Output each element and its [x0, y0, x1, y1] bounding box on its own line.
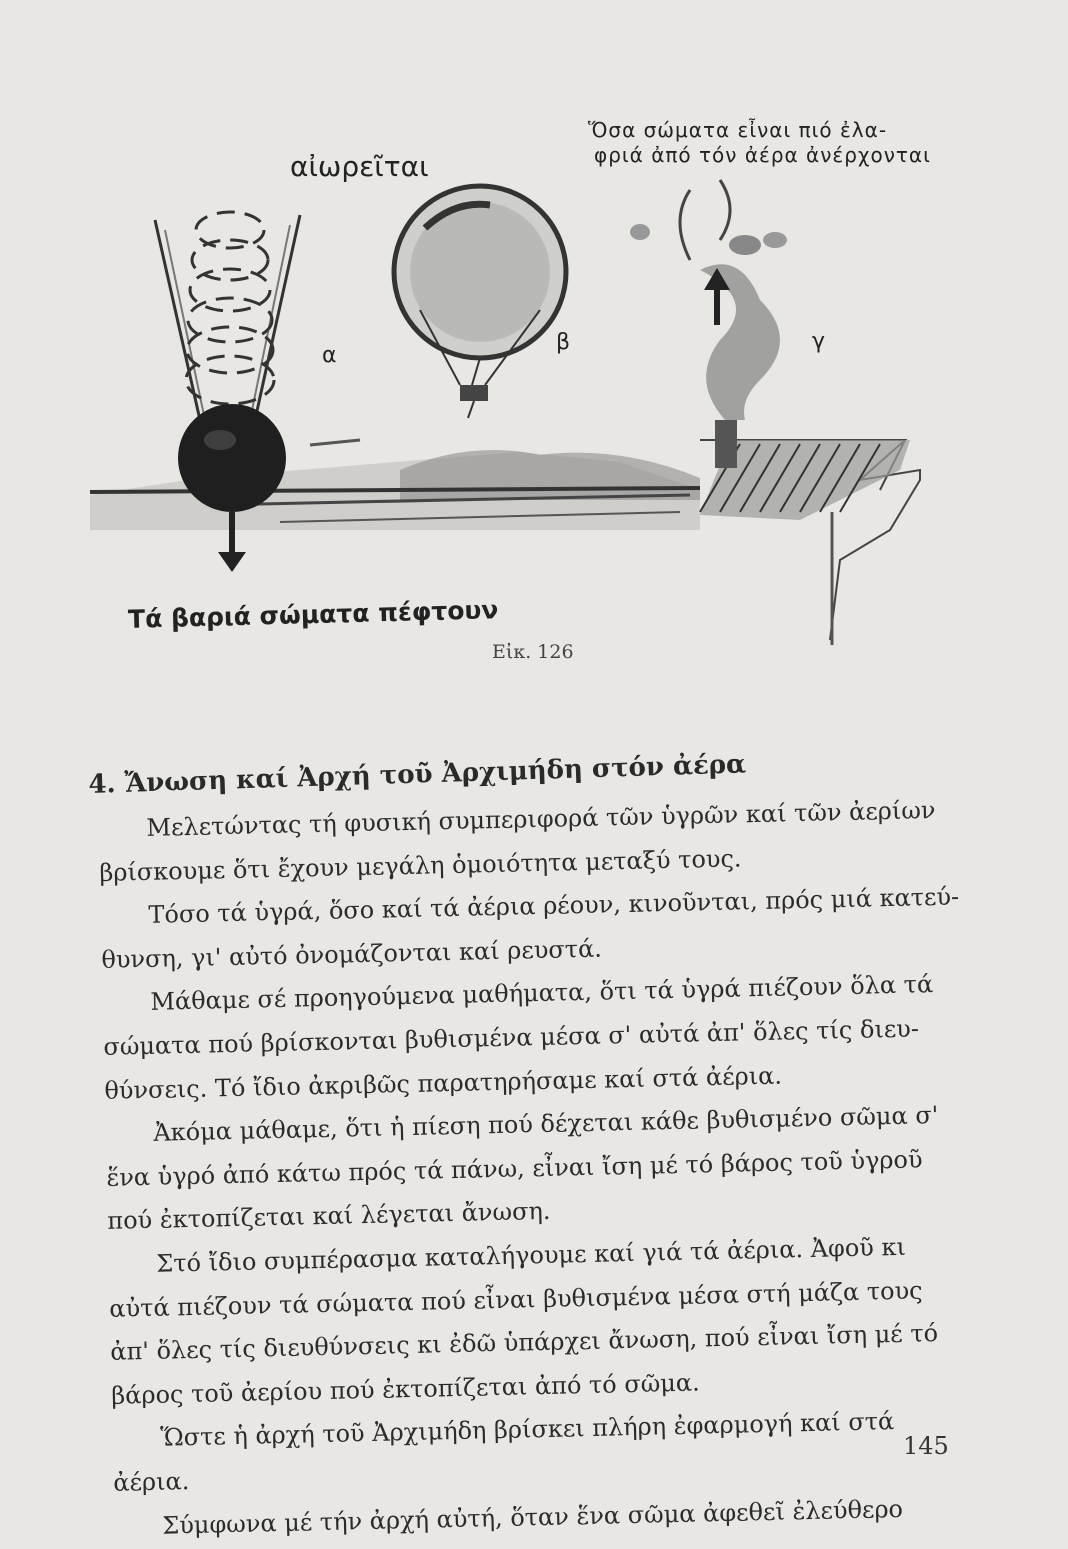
- text-line: βάρος τοῦ ἀερίου πού ἐκτοπίζεται ἀπό τό σῶμα.: [111, 1368, 700, 1410]
- lighter-bodies-label-line-2: φριά ἀπό τόν ἀέρα ἀνέρχονται: [594, 143, 931, 167]
- text-line: πού ἐκτοπίζεται καί λέγεται ἄνωση.: [107, 1197, 551, 1236]
- illustration-falling-floating-rising: [0, 0, 1068, 680]
- text-line: Μελετώντας τή φυσική συμπεριφορά τῶν ὑγρῶν καί τῶν ἀερίων: [146, 796, 936, 842]
- figure-126: [0, 0, 1068, 680]
- text-line: βρίσκουμε ὅτι ἔχουν μεγάλη ὁμοιότητα μεταξύ τους.: [99, 844, 742, 887]
- hot-air-balloon: [394, 186, 566, 418]
- figure-caption: Εἰκ. 126: [492, 641, 574, 663]
- text-line: Τόσο τά ὑγρά, ὅσο καί τά ἀέρια ρέουν, κινοῦνται, πρός μιά κατεύ-: [148, 882, 960, 930]
- text-line: αὐτά πιέζουν τά σώματα πού εἶναι βυθισμένα μέσα στή μάζα τους: [109, 1275, 923, 1323]
- text-line: Στό ἴδιο συμπέρασμα καταλήγουμε καί γιά τά ἀέρια. Ἀφοῦ κι: [156, 1232, 907, 1278]
- text-line: Σύμφωνα μέ τήν ἀρχή αὐτή, ὅταν ἕνα σῶμα ἀφεθεῖ ἐλεύθερο: [161, 1494, 904, 1540]
- text-line: Ὥστε ἡ ἀρχή τοῦ Ἀρχιμήδη βρίσκει πλήρη ἐφαρμογή καί στά: [159, 1407, 895, 1453]
- text-line: ἀέρια.: [112, 1467, 190, 1497]
- body-text: [98, 788, 975, 1548]
- letter-gamma: γ: [812, 329, 826, 354]
- section-heading: 4. Ἄνωση καί Ἀρχή τοῦ Ἀρχιμήδη στόν ἀέρα: [88, 749, 747, 800]
- text-line: Ἀκόμα μάθαμε, ὅτι ἡ πίεση πού δέχεται κάθε βυθισμένο σῶμα σ': [153, 1101, 939, 1147]
- letter-alpha: α: [322, 343, 337, 368]
- text-line: σώματα πού βρίσκονται βυθισμένα μέσα σ' αὐτά ἀπ' ὅλες τίς διευ-: [103, 1014, 920, 1061]
- heavy-bodies-label: Τά βαριά σώματα πέφτουν: [127, 595, 499, 634]
- text-line: θύνσεις. Τό ἴδιο ἀκριβῶς παρατηρήσαμε καί στά ἀέρια.: [104, 1061, 783, 1105]
- floats-label: αἰωρεῖται: [290, 150, 429, 183]
- text-line: ἕνα ὑγρό ἀπό κάτω πρός τά πάνω, εἶναι ἴση μέ τό βάρος τοῦ ὑγροῦ: [106, 1145, 923, 1192]
- lighter-bodies-label-line-1: Ὅσα σώματα εἶναι πιό ἐλα-: [588, 118, 888, 142]
- rising-smoke: [630, 180, 787, 468]
- letter-beta: β: [556, 330, 571, 355]
- text-line: Μάθαμε σέ προηγούμενα μαθήματα, ὅτι τά ὑγρά πιέζουν ὅλα τά: [150, 970, 934, 1017]
- text-line: ἀπ' ὅλες τίς διευθύνσεις κι ἐδῶ ὑπάρχει ἄνωση, πού εἶναι ἴση μέ τό: [110, 1319, 939, 1366]
- page-number: 145: [903, 1432, 949, 1460]
- text-line: θυνση, γι' αὐτό ὀνομάζονται καί ρευστά.: [101, 934, 603, 974]
